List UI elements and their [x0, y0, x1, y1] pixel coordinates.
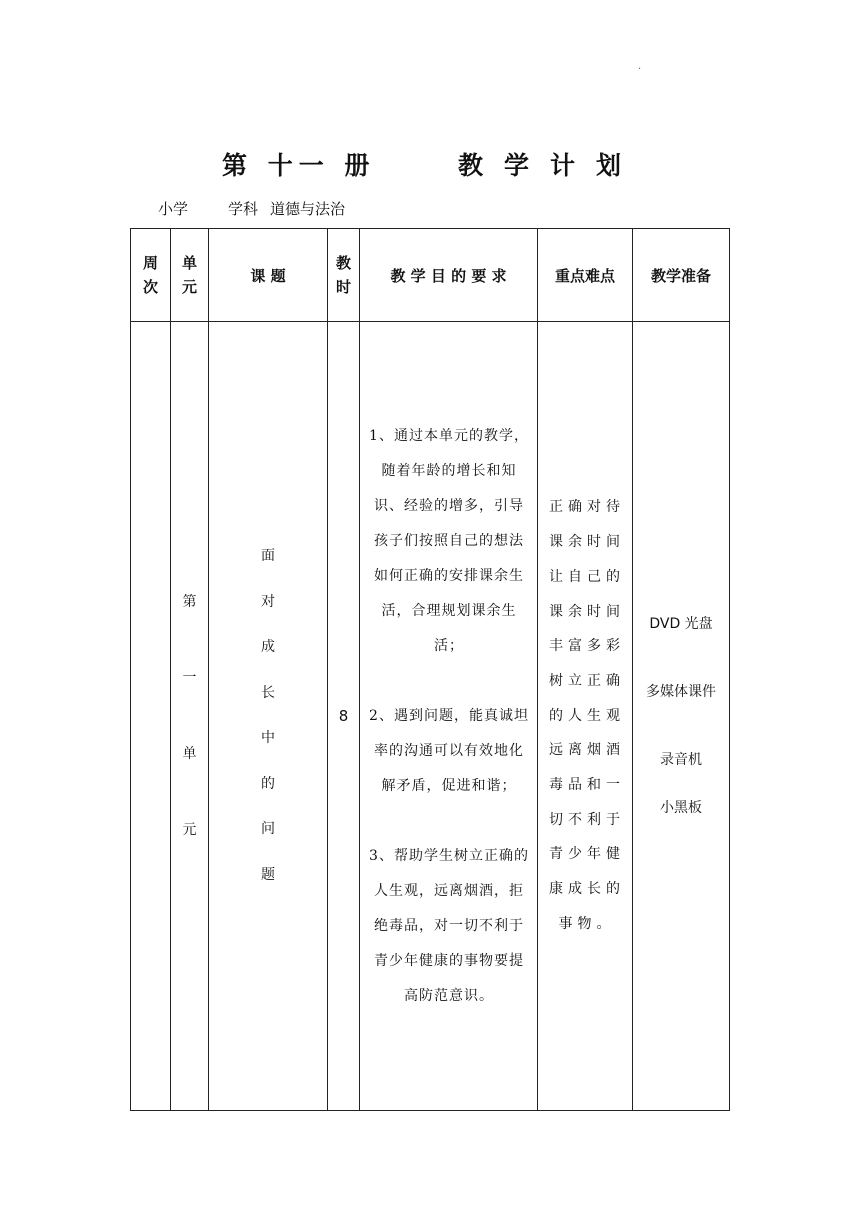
- topic-char: 面: [261, 548, 275, 564]
- page-title: [0, 146, 860, 180]
- prep-item: 多媒体课件: [646, 684, 716, 700]
- header-unit: 单 元: [171, 229, 209, 322]
- table-row: [131, 322, 730, 1111]
- topic-char: 问: [261, 821, 275, 837]
- header-goals: 教 学 目 的 要 求: [360, 229, 538, 322]
- topic-char: 中: [261, 730, 275, 746]
- cell-goals: [360, 322, 538, 1111]
- title-volume: 第 十一 册: [222, 151, 376, 180]
- topic-char: 长: [261, 684, 275, 701]
- header-key-points: 重点难点: [538, 229, 633, 322]
- cell-key-points: 正确对待课余时间让自己的课余时间丰富多彩树立正确的人生观远离烟酒毒品和一切不利于青少年健康成长的事物。: [538, 322, 633, 1111]
- header-week: 周 次: [131, 229, 171, 322]
- prep-item: 小黑板: [660, 800, 702, 816]
- cell-prep: [633, 322, 730, 1111]
- goal-item: 3、帮助学生树立正确的人生观，远离烟酒，拒绝毒品，对一切不利于青少年健康的事物要提高防范意识。: [369, 847, 529, 1004]
- unit-char: 第: [182, 594, 197, 610]
- prep-item: DVD 光盘: [649, 616, 713, 632]
- goal-item: 2、遇到问题，能真诚坦率的沟通可以有效地化解矛盾，促进和谐；: [369, 707, 529, 794]
- topic-char: 对: [261, 593, 275, 610]
- header-row: [131, 229, 730, 322]
- unit-char: 单: [182, 746, 197, 762]
- corner-mark: ·: [638, 64, 642, 75]
- teaching-plan-table: [130, 228, 730, 1111]
- unit-char: 一: [182, 670, 197, 686]
- topic-char: 题: [261, 866, 275, 883]
- cell-week: [131, 322, 171, 1111]
- prep-item: 录音机: [660, 752, 702, 768]
- cell-topic: [209, 322, 328, 1111]
- unit-char: 元: [182, 822, 197, 838]
- subject-name: 道德与法治: [270, 200, 346, 218]
- header-hours: 教 时: [328, 229, 360, 322]
- topic-char: 的: [261, 775, 275, 792]
- goal-item: 1、通过本单元的教学，随着年龄的增长和知识、经验的增多，引导孩子们按照自己的想法如何正确的安排课余生活，合理规划课余生活；: [369, 427, 529, 654]
- header-topic: 课 题: [209, 229, 328, 322]
- header-prep: 教学准备: [633, 229, 730, 322]
- cell-hours: 8: [328, 322, 360, 1111]
- school-level: 小学: [158, 200, 189, 218]
- title-plan: 教学计划: [458, 151, 643, 180]
- subject-label: 学科: [228, 200, 259, 218]
- topic-char: 成: [261, 639, 275, 655]
- cell-unit: [171, 322, 209, 1111]
